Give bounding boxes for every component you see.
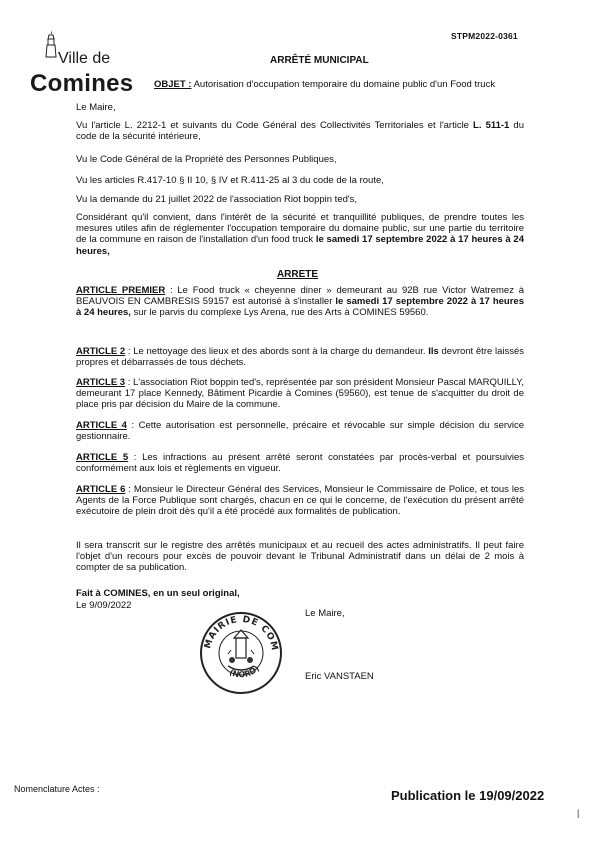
le-maire-intro: Le Maire, — [76, 102, 116, 113]
article-4-label: ARTICLE 4 — [76, 420, 127, 431]
document-title: ARRÊTÉ MUNICIPAL — [270, 55, 369, 66]
signature-place-date — [76, 588, 240, 611]
article-6-text: : Monsieur le Directeur Général des Services, Monsieur le Commissaire de Police, et tous les Agents de la Force Publique sont chargés, chacun en ce qui le concerne, de l'exécution du présent arrêté exécutoire de plein droit dès qu'il a été procédé aux formalités de publication. — [76, 484, 524, 518]
article-2 — [76, 346, 524, 368]
objet-label: OBJET : — [154, 79, 192, 90]
publication-date: Publication le 19/09/2022 — [391, 788, 545, 803]
vu1-text-b: L. 511-1 — [473, 120, 510, 131]
vu-paragraph-3: Vu les articles R.417-10 § II 10, § IV et R.411-25 al 3 du code de la route, — [76, 175, 384, 186]
considerant-text-b: le samedi 17 septembre 2022 à 17 heures à 24 heures, — [76, 234, 524, 257]
objet-line — [154, 79, 514, 90]
article-6 — [76, 484, 524, 518]
article-2-text-1: : Le nettoyage des lieux et des abords sont à la charge du demandeur. — [125, 346, 429, 357]
comines-logo — [30, 30, 140, 100]
objet-text: Autorisation d'occupation temporaire du domaine public d'un Food truck — [191, 79, 496, 90]
seal-icon — [198, 610, 284, 696]
signature-date: Le 9/09/2022 — [76, 599, 132, 611]
article-6-label: ARTICLE 6 — [76, 484, 126, 495]
article-premier-text-1: : Le Food truck « cheyenne diner » demeurant au 92B rue Victor Watremez à BEAUVOIS EN CAMBRESIS 59157 est autorisé à s'installer — [76, 285, 524, 308]
considerant-text-a: Considérant qu'il convient, dans l'intérêt de la sécurité et tranquillité publiques, de prendre toutes les mesures utiles afin de réglementer l'occupation temporaire du domaine public, sur une partie du territoire de la commune en raison de l'installation d'un food truck — [76, 212, 524, 246]
seal-top-text: MAIRIE DE COM — [203, 614, 280, 653]
vu1-text-c: du code de la sécurité intérieure, — [76, 120, 524, 143]
mairie-seal-stamp — [198, 610, 284, 696]
fait-a-comines: Fait à COMINES, en un seul original, — [76, 588, 240, 599]
vu-paragraph-1 — [76, 120, 524, 142]
article-5 — [76, 452, 524, 474]
document-reference: STPM2022-0361 — [451, 31, 518, 41]
logo-ville-text: Ville de — [58, 50, 111, 67]
vu-paragraph-2: Vu le Code Général de la Propriété des Personnes Publiques, — [76, 154, 337, 165]
article-3-text: : L'association Riot boppin ted's, représentée par son président Monsieur Pascal MARQUILLY, demeurant 17 place Kennedy, Bâtiment Picardie à Comines (59560), est tenue de s'acquitter du droit de place pris par décision du Maire de la commune. — [76, 377, 525, 411]
seal-emblem — [228, 630, 254, 670]
le-maire-signature-label: Le Maire, — [305, 608, 345, 619]
article-4-text: : Cette autorisation est personnelle, précaire et révocable sur simple décision du service gestionnaire. — [76, 420, 524, 443]
side-mark: | — [577, 808, 580, 818]
final-paragraph: Il sera transcrit sur le registre des arrêtés municipaux et au recueil des actes administratifs. Il peut faire l'objet d'un recours pour excès de pouvoir devant le Tribunal Administratif dans un délai de 2 mois à compter de sa publication. — [76, 540, 524, 574]
vu1-text-a: Vu l'article L. 2212-1 et suivants du Code Général des Collectivités Territoriales et l'article — [76, 120, 474, 131]
article-5-label: ARTICLE 5 — [76, 452, 129, 463]
article-premier-text-3: sur le parvis du complexe Lys Arena, rue des Arts à COMINES 59560. — [130, 307, 429, 319]
svg-text:(NORD) — [228, 664, 261, 679]
article-3 — [76, 377, 524, 411]
article-2-label: ARTICLE 2 — [76, 346, 126, 357]
considerant-paragraph — [76, 212, 524, 257]
seal-bottom-text: (NORD) — [227, 663, 261, 680]
belfry-icon — [44, 30, 58, 58]
arrete-heading: ARRETE — [276, 269, 319, 280]
vu-paragraph-4: Vu la demande du 21 juillet 2022 de l'association Riot boppin ted's, — [76, 194, 358, 205]
logo-comines-text: Comines — [30, 70, 134, 97]
article-2-text-3: devront être laissés propres et débarrassés de tous déchets. — [76, 346, 525, 369]
article-3-label: ARTICLE 3 — [76, 377, 126, 388]
article-premier — [76, 285, 524, 319]
article-4 — [76, 420, 524, 442]
signer-name: Eric VANSTAEN — [305, 671, 374, 682]
nomenclature-actes: Nomenclature Actes : — [14, 784, 100, 794]
article-premier-label: ARTICLE PREMIER — [76, 285, 166, 296]
article-2-text-2: Ils — [428, 346, 439, 357]
article-5-text: : Les infractions au présent arrêté seront constatées par procès-verbal et poursuivies conformément aux lois et règlements en vigueur. — [76, 452, 524, 475]
article-premier-text-2: le samedi 17 septembre 2022 à 17 heures à 24 heures, — [76, 296, 525, 319]
